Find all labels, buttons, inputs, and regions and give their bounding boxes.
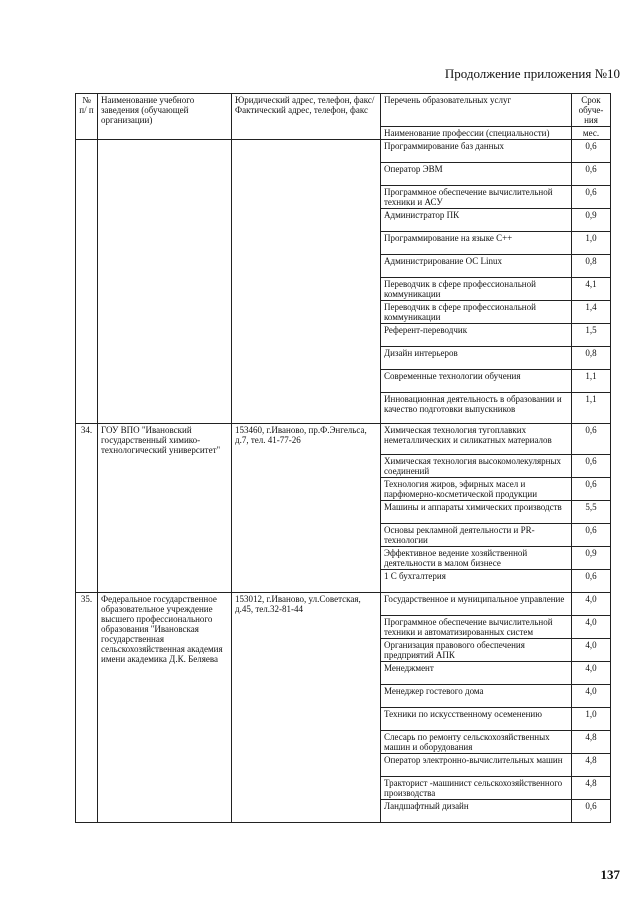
- col-header-address: Юридический адрес, телефон, факс/ Фактический адрес, телефон, факс: [232, 94, 381, 140]
- institution-address: 153012, г.Иваново, ул.Советская, д.45, тел.32-81-44: [232, 593, 381, 823]
- service-duration: 1,5: [572, 324, 611, 347]
- institution-name: [98, 140, 232, 424]
- service-name: Эффективное ведение хозяйственной деятельности в малом бизнесе: [381, 547, 572, 570]
- service-duration: 4,8: [572, 731, 611, 754]
- table-row: [76, 593, 611, 616]
- service-duration: 1,4: [572, 301, 611, 324]
- service-duration: 4,0: [572, 593, 611, 616]
- service-name: Тракторист -машинист сельскохозяйственного производства: [381, 777, 572, 800]
- table-row: [76, 424, 611, 455]
- service-duration: 4,0: [572, 662, 611, 685]
- institution-number: 35.: [76, 593, 98, 823]
- service-duration: 4,0: [572, 639, 611, 662]
- service-duration: 1,1: [572, 393, 611, 424]
- service-duration: 0,8: [572, 255, 611, 278]
- table-body: [76, 140, 611, 823]
- service-name: Программирование на языке С++: [381, 232, 572, 255]
- col-header-services: Перечень образовательных услуг: [381, 94, 572, 127]
- institutions-table: [75, 93, 611, 823]
- service-duration: 4,8: [572, 754, 611, 777]
- service-name: Современные технологии обучения: [381, 370, 572, 393]
- service-name: Ландшафтный дизайн: [381, 800, 572, 823]
- service-name: Государственное и муниципальное управление: [381, 593, 572, 616]
- service-name: Менеджмент: [381, 662, 572, 685]
- service-duration: 0,6: [572, 800, 611, 823]
- col-header-duration: Срок обуче-ния: [572, 94, 611, 127]
- institution-address: [232, 140, 381, 424]
- service-duration: 0,6: [572, 140, 611, 163]
- service-duration: 0,6: [572, 570, 611, 593]
- service-name: Слесарь по ремонту сельскохозяйственных машин и оборудования: [381, 731, 572, 754]
- service-name: Администратор ПК: [381, 209, 572, 232]
- service-name: Программирование баз данных: [381, 140, 572, 163]
- institution-name: ГОУ ВПО "Ивановский государственный химико-технологический университет": [98, 424, 232, 593]
- service-duration: 1,0: [572, 232, 611, 255]
- service-name: Переводчик в сфере профессиональной коммуникации: [381, 278, 572, 301]
- service-duration: 0,8: [572, 347, 611, 370]
- service-name: Администрирование ОС Linux: [381, 255, 572, 278]
- service-name: Переводчик в сфере профессиональной коммуникации: [381, 301, 572, 324]
- col-header-num: № п/ п: [76, 94, 98, 140]
- service-duration: 4,0: [572, 616, 611, 639]
- service-name: Оператор ЭВМ: [381, 163, 572, 186]
- service-name: Референт-переводчик: [381, 324, 572, 347]
- institution-address: 153460, г.Иваново, пр.Ф.Энгельса, д.7, тел. 41-77-26: [232, 424, 381, 593]
- service-duration: 0,9: [572, 209, 611, 232]
- page-number: 137: [600, 867, 620, 882]
- service-name: Техники по искусственному осеменению: [381, 708, 572, 731]
- service-duration: 4,0: [572, 685, 611, 708]
- service-name: Менеджер гостевого дома: [381, 685, 572, 708]
- service-duration: 0,6: [572, 478, 611, 501]
- service-name: Технология жиров, эфирных масел и парфюмерно-косметической продукции: [381, 478, 572, 501]
- service-duration: 0,6: [572, 424, 611, 455]
- page-heading: Продолжение приложения №10: [444, 66, 620, 81]
- service-name: Организация правового обеспечения предприятий АПК: [381, 639, 572, 662]
- col-header-profession: Наименование профессии (специальности): [381, 127, 572, 140]
- service-duration: 1,0: [572, 708, 611, 731]
- col-header-duration-unit: мес.: [572, 127, 611, 140]
- institution-name: Федеральное государственное образовательное учреждение высшего профессионального образования "Ивановская государственная сельскохозяйственная академия имени академика Д.К. Беляева: [98, 593, 232, 823]
- service-duration: 0,9: [572, 547, 611, 570]
- table-row: [76, 140, 611, 163]
- service-name: 1 С бухгалтерия: [381, 570, 572, 593]
- service-duration: 0,6: [572, 163, 611, 186]
- service-name: Инновационная деятельность в образовании и качество подготовки выпускников: [381, 393, 572, 424]
- service-name: Программное обеспечение вычислительной техники и автоматизированных систем: [381, 616, 572, 639]
- service-name: Программное обеспечение вычислительной техники и АСУ: [381, 186, 572, 209]
- service-name: Химическая технология высокомолекулярных соединений: [381, 455, 572, 478]
- service-name: Химическая технология тугоплавких неметаллических и силикатных материалов: [381, 424, 572, 455]
- service-name: Основы рекламной деятельности и PR-технологии: [381, 524, 572, 547]
- service-name: Машины и аппараты химических производств: [381, 501, 572, 524]
- service-name: Оператор электронно-вычислительных машин: [381, 754, 572, 777]
- service-name: Дизайн интерьеров: [381, 347, 572, 370]
- service-duration: 1,1: [572, 370, 611, 393]
- service-duration: 0,6: [572, 524, 611, 547]
- institution-number: 34.: [76, 424, 98, 593]
- service-duration: 0,6: [572, 455, 611, 478]
- service-duration: 4,8: [572, 777, 611, 800]
- service-duration: 5,5: [572, 501, 611, 524]
- col-header-name: Наименование учебного заведения (обучающей организации): [98, 94, 232, 140]
- institution-number: [76, 140, 98, 424]
- service-duration: 4,1: [572, 278, 611, 301]
- service-duration: 0,6: [572, 186, 611, 209]
